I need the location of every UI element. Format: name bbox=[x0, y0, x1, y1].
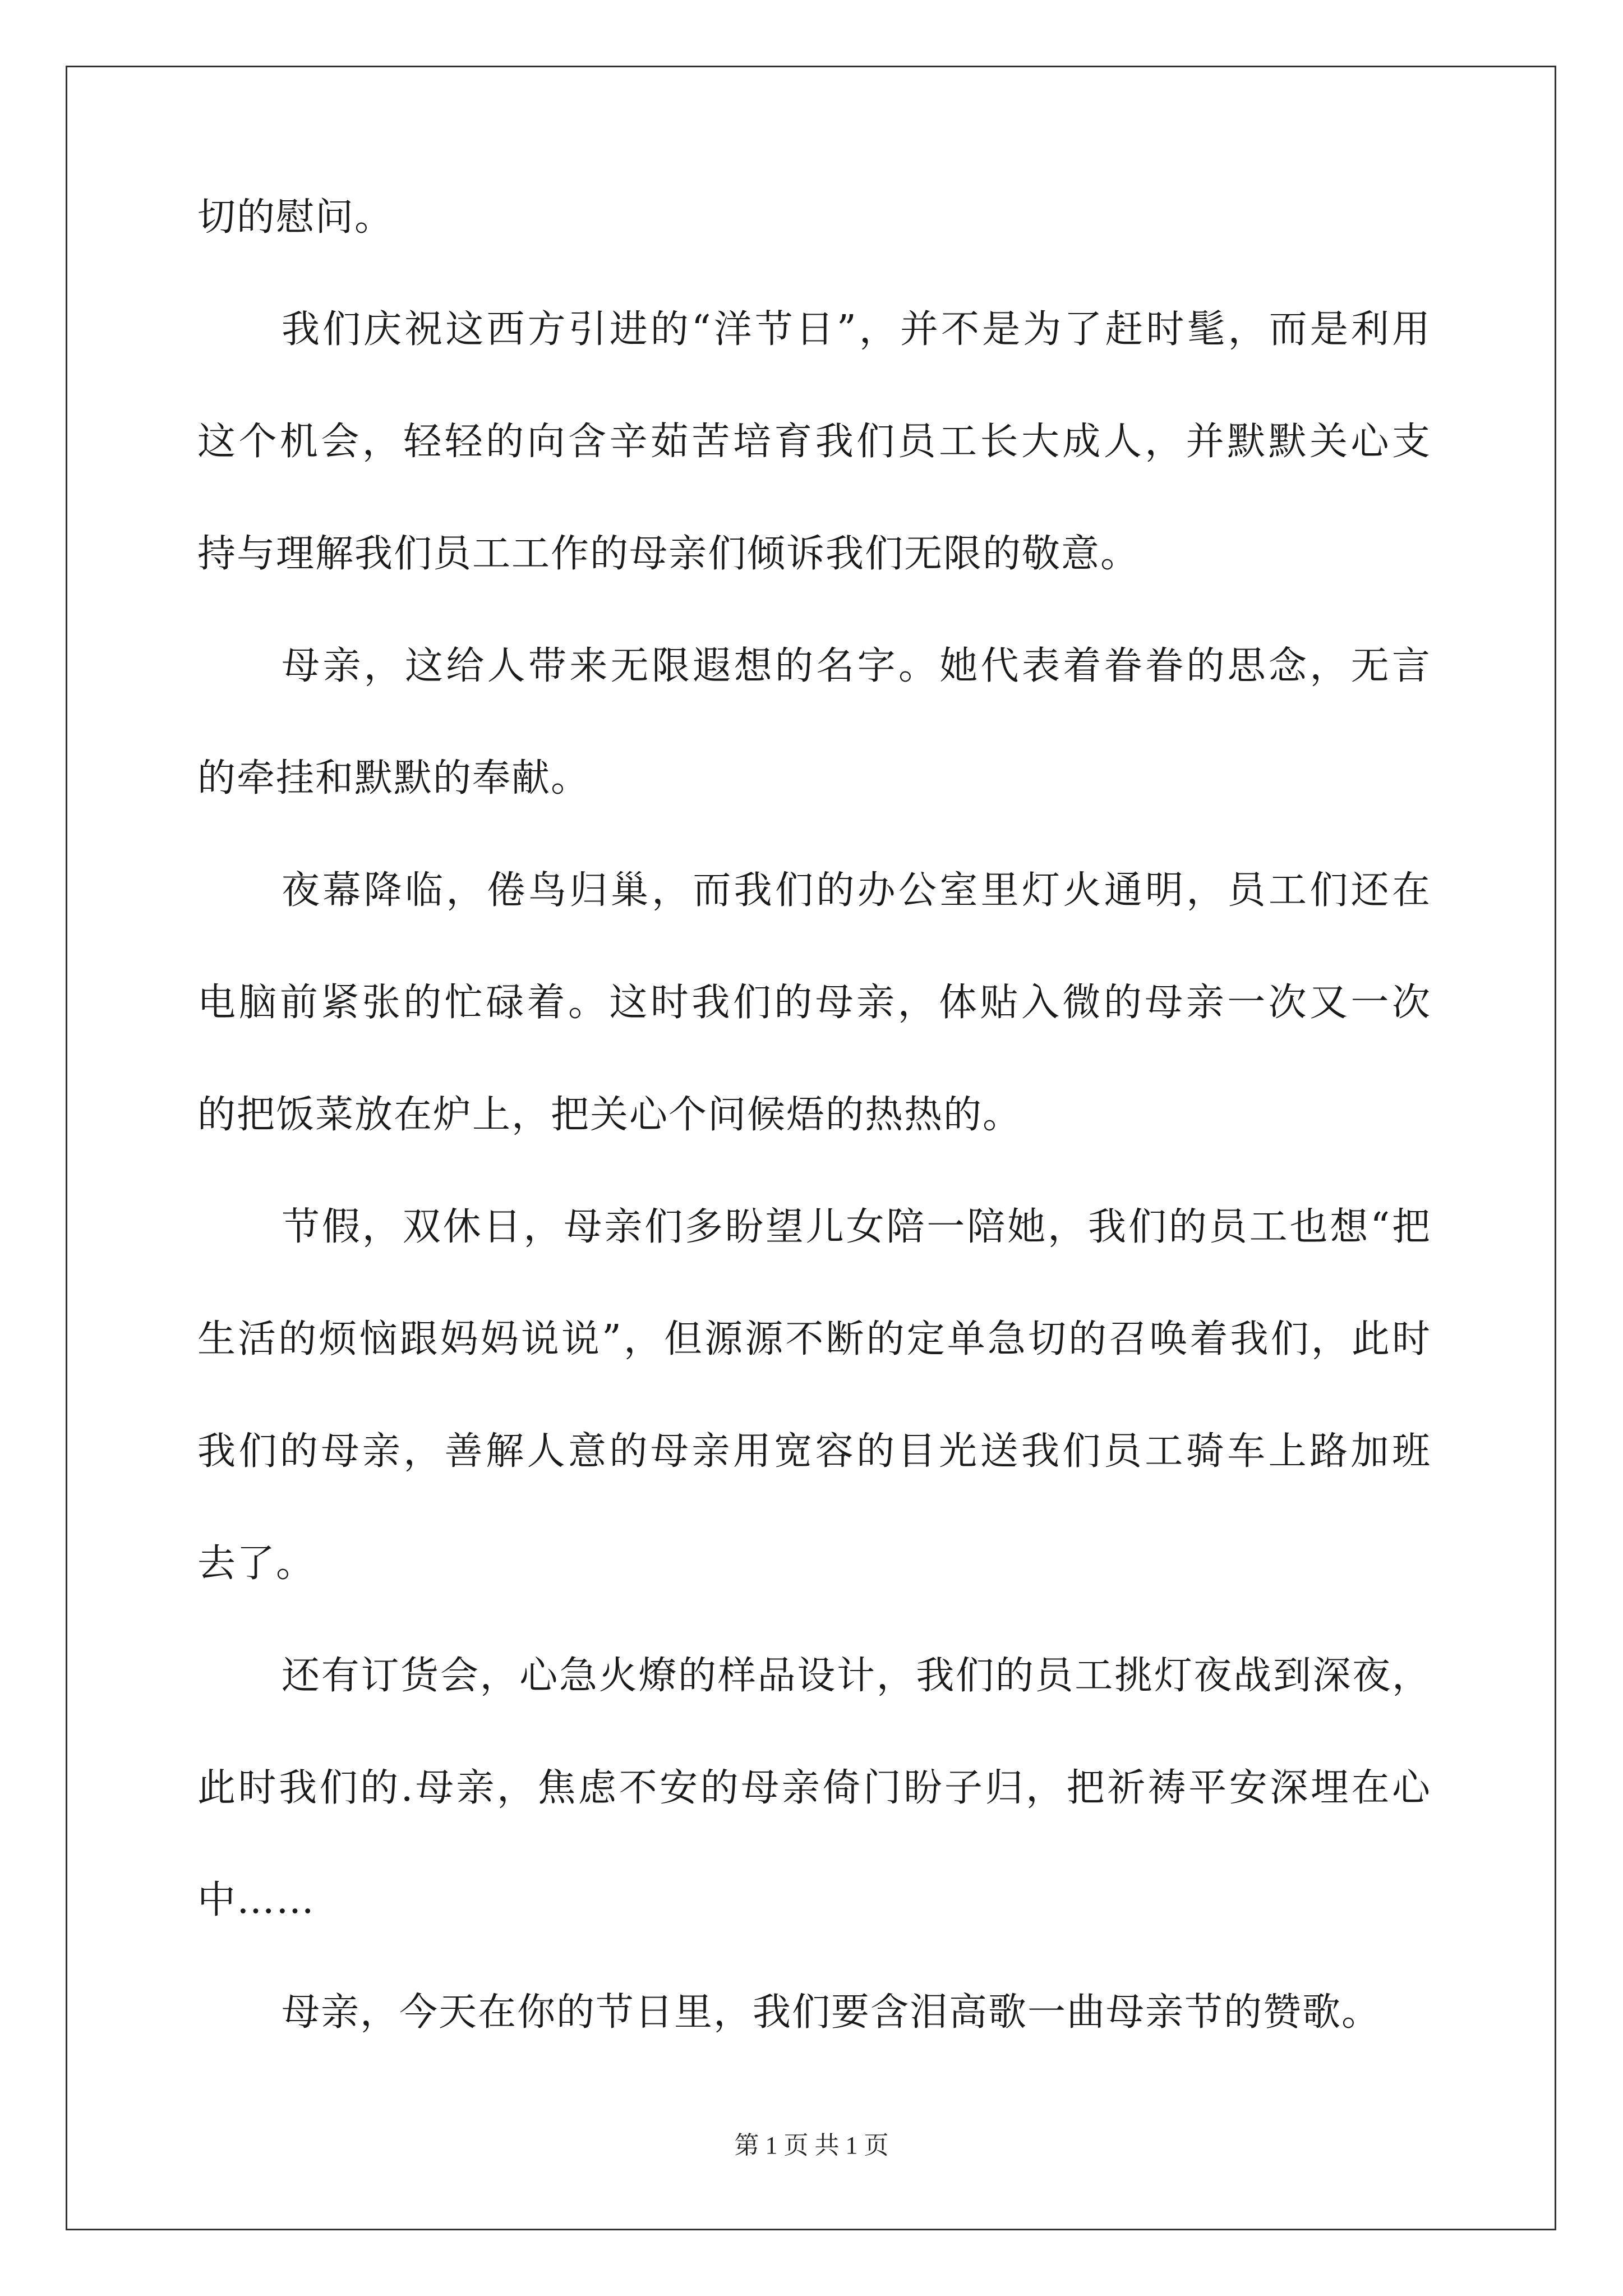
paragraph-line: 的把饭菜放在炉上，把关心个问候焐的热热的。 bbox=[197, 1093, 1022, 1137]
paragraph-line: 母亲，这给人带来无限遐想的名字。她代表着眷眷的思念，无言 bbox=[282, 644, 1431, 688]
paragraph-line: 电脑前紧张的忙碌着。这时我们的母亲，体贴入微的母亲一次又一次 bbox=[197, 981, 1431, 1025]
page-number-footer: 第 1 页 共 1 页 bbox=[734, 2132, 889, 2159]
document-body bbox=[197, 190, 1431, 2097]
paragraph-line: 节假，双休日，母亲们多盼望儿女陪一陪她，我们的员工也想“把 bbox=[282, 1205, 1431, 1249]
paragraph-line: 生活的烦恼跟妈妈说说”，但源源不断的定单急切的召唤着我们，此时 bbox=[197, 1317, 1431, 1361]
paragraph-line: 这个机会，轻轻的向含辛茹苦培育我们员工长大成人，并默默关心支 bbox=[197, 420, 1431, 464]
paragraph-line: 此时我们的.母亲，焦虑不安的母亲倚门盼子归，把祈祷平安深埋在心 bbox=[197, 1766, 1431, 1810]
paragraph-line: 夜幕降临，倦鸟归巢，而我们的办公室里灯火通明，员工们还在 bbox=[282, 868, 1431, 913]
paragraph-line: 母亲，今天在你的节日里，我们要含泪高歌一曲母亲节的赞歌。 bbox=[282, 1990, 1381, 2035]
paragraph-line: 我们的母亲，善解人意的母亲用宽容的目光送我们员工骑车上路加班 bbox=[197, 1429, 1431, 1474]
paragraph-line: 还有订货会，心急火燎的样品设计，我们的员工挑灯夜战到深夜， bbox=[282, 1654, 1431, 1698]
paragraph-line: 中…… bbox=[197, 1878, 316, 1922]
paragraph-line: 去了。 bbox=[197, 1542, 316, 1586]
paragraph-line: 切的慰问。 bbox=[197, 195, 394, 240]
paragraph-line: 的牵挂和默默的奉献。 bbox=[197, 756, 591, 800]
paragraph-line: 我们庆祝这西方引进的“洋节日”，并不是为了赶时髦，而是利用 bbox=[282, 307, 1431, 352]
paragraph-line: 持与理解我们员工工作的母亲们倾诉我们无限的敬意。 bbox=[197, 532, 1140, 576]
